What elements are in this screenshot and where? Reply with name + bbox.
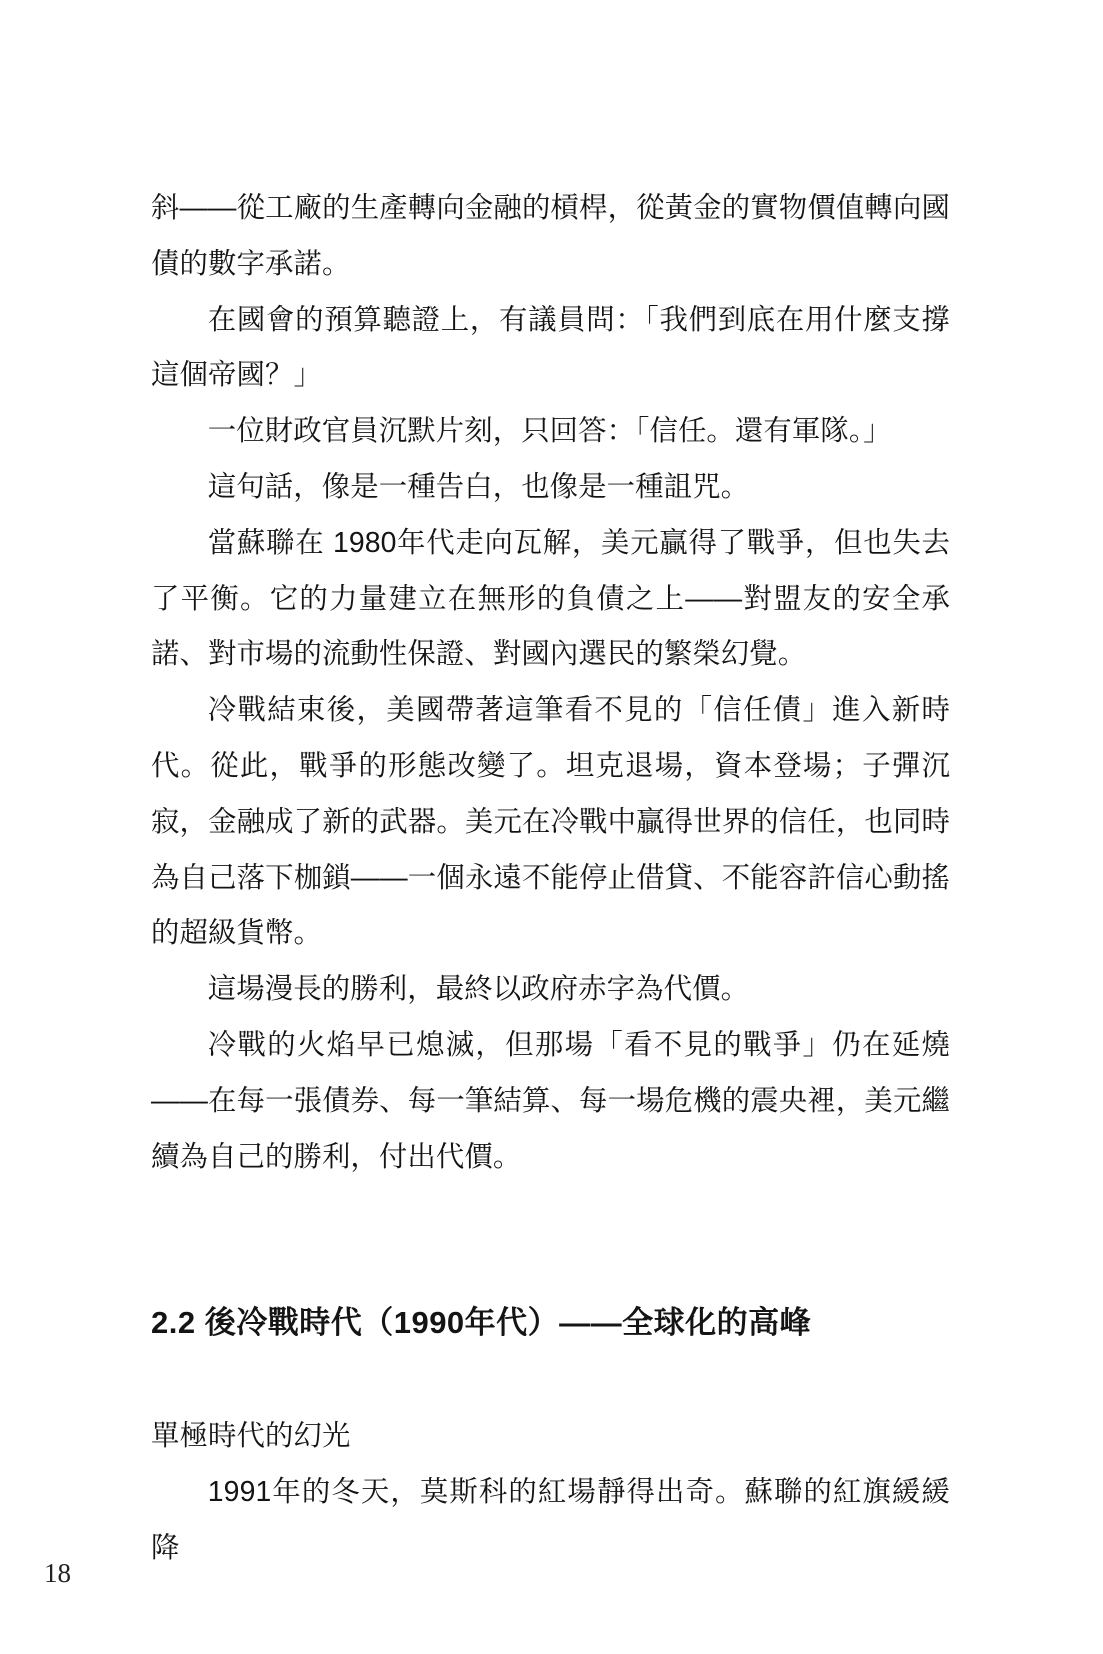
page-number: 18 xyxy=(44,1558,71,1588)
paragraph: 一位財政官員沉默片刻，只回答：「信任。還有軍隊。」 xyxy=(207,415,892,448)
paragraph: 在國會的預算聽證上，有議員問：「我們到底在用什麼支撐這個帝國？」 xyxy=(151,303,950,392)
paragraph: 1991年的冬天，莫斯科的紅場靜得出奇。蘇聯的紅旗緩緩降 xyxy=(151,1475,950,1564)
paragraph: 斜——從工廠的生產轉向金融的槓桿，從黃金的實物價值轉向國債的數字承諾。 xyxy=(151,192,950,280)
paragraph: 冷戰結束後，美國帶著這筆看不見的「信任債」進入新時代。從此，戰爭的形態改變了。坦克退場，資本登場；子彈沉寂，金融成了新的武器。美元在冷戰中贏得世界的信任，也同時為自己落下枷鎖——一個永遠不能停止借貸、不能容許信心動搖的超級貨幣。 xyxy=(151,694,950,950)
paragraph: 當蘇聯在 1980年代走向瓦解，美元贏得了戰爭，但也失去了平衡。它的力量建立在無形的負債之上——對盟友的安全承諾、對市場的流動性保證、對國內選民的繁榮幻覺。 xyxy=(151,526,950,671)
subsection-heading: 單極時代的幻光 xyxy=(151,1420,351,1453)
paragraph: 冷戰的火焰早已熄滅，但那場「看不見的戰爭」仍在延燒——在每一張債券、每一筆結算、每一場危機的震央裡，美元繼續為自己的勝利，付出代價。 xyxy=(151,1028,950,1173)
page-content xyxy=(151,181,950,1577)
paragraph: 這場漫長的勝利，最終以政府赤字為代價。 xyxy=(207,973,750,1006)
paragraph: 這句話，像是一種告白，也像是一種詛咒。 xyxy=(207,470,750,503)
section-heading: 2.2 後冷戰時代（1990年代）——全球化的高峰 xyxy=(151,1305,812,1341)
